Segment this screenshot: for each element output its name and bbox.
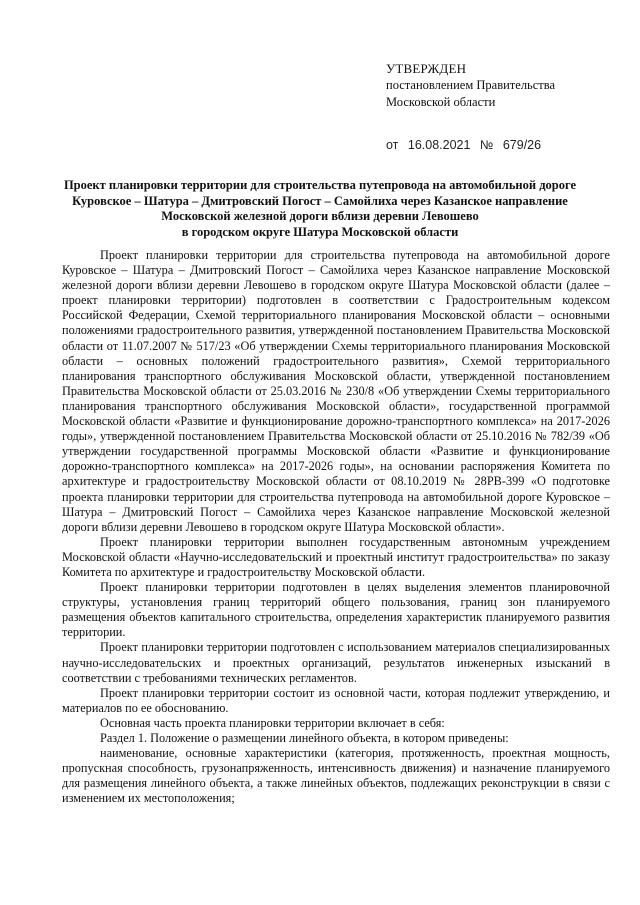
approval-line-1: постановлением Правительства [386, 78, 556, 92]
paragraph: Проект планировки территории состоит из основной части, которая подлежит утверждению, и материалов по ее обоснованию. [62, 685, 610, 715]
paragraph: Проект планировки территории подготовлен с использованием материалов специализированных научно-исследовательских и проектных организаций, результатов инженерных изысканий в соответствии с требованиями технических регламентов. [62, 640, 610, 685]
document-body [62, 248, 610, 806]
title-line-2: Куровское – Шатура – Дмитровский Погост – Самойлиха через Казанское направление [72, 193, 568, 208]
decree-number: 679/26 [502, 138, 542, 152]
decree-date-line [386, 138, 547, 152]
approval-block [386, 60, 555, 111]
number-sign: № [479, 138, 494, 152]
title-line-4: в городском округе Шатура Московской области [181, 224, 459, 239]
paragraph: наименование, основные характеристики (категория, протяженность, проектная мощность, пропускная способность, грузонапряженность, интенсивность движения) и назначение планируемого для размещения линейного объекта, а также линейных объектов, подлежащих реконструкции в связи с изменением их местоположения; [62, 746, 610, 806]
paragraph: Проект планировки территории для строительства путепровода на автомобильной дороге Куровское – Шатура – Дмитровский Погост – Самойлиха через Казанское направление Московской железной дороги вблизи деревни Левошево в городском округе Шатура Московской области (далее – проект планировки территории) подготовлен в соответствии с Градостроительным кодексом Российской Федерации, Схемой территориального планирования Московской области – основными положениями градостроительного развития, утвержденной постановлением Правительства Московской области от 11.07.2007 № 517/23 «Об утверждении Схемы территориального планирования Московской области – основных положений градостроительного развития», Схемой территориального планирования транспортного обслуживания Московской области, утвержденной постановлением Правительства Московской области от 25.03.2016 № 230/8 «Об утверждении Схемы территориального планирования транспортного обслуживания Московской области», государственной программой Московской области «Развитие и функционирование дорожно-транспортного комплекса» на 2017-2026 годы», утвержденной постановлением Правительства Московской области от 25.10.2016 № 782/39 «Об утверждении государственной программы Московской области «Развитие и функционирование дорожно-транспортного комплекса» на 2017-2026 годы», на основании распоряжения Комитета по архитектуре и градостроительству Московской области от 08.10.2019 № 28РВ-399 «О подготовке проекта планировки территории для строительства путепровода на автомобильной дороге Куровское – Шатура – Дмитровский Погост – Самойлиха через Казанское направление Московской железной дороги вблизи деревни Левошево в городском округе Шатура Московской области». [62, 248, 610, 534]
approval-heading: УТВЕРЖДЕН [386, 61, 467, 76]
paragraph: Проект планировки территории подготовлен в целях выделения элементов планировочной структуры, установления границ территорий общего пользования, границ зон планируемого размещения объектов капитального строительства, определения характеристик планируемого развития территории. [62, 580, 610, 640]
paragraph: Раздел 1. Положение о размещении линейного объекта, в котором приведены: [100, 731, 509, 745]
date-prefix: от [386, 138, 399, 152]
title-line-1: Проект планировки территории для строительства путепровода на автомобильной дороге [63, 178, 577, 192]
title-line-3: Московской железной дороги вблизи деревни Левошево [161, 209, 479, 224]
decree-date: 16.08.2021 [407, 138, 471, 152]
approval-line-2: Московской области [386, 95, 496, 109]
document-title [60, 178, 580, 240]
paragraph: Основная часть проекта планировки территории включает в себя: [100, 715, 445, 730]
paragraph: Проект планировки территории выполнен государственным автономным учреждением Московской области «Научно-исследовательский и проектный институт градостроительства» по заказу Комитета по архитектуре и градостроительству Московской области. [62, 534, 610, 579]
